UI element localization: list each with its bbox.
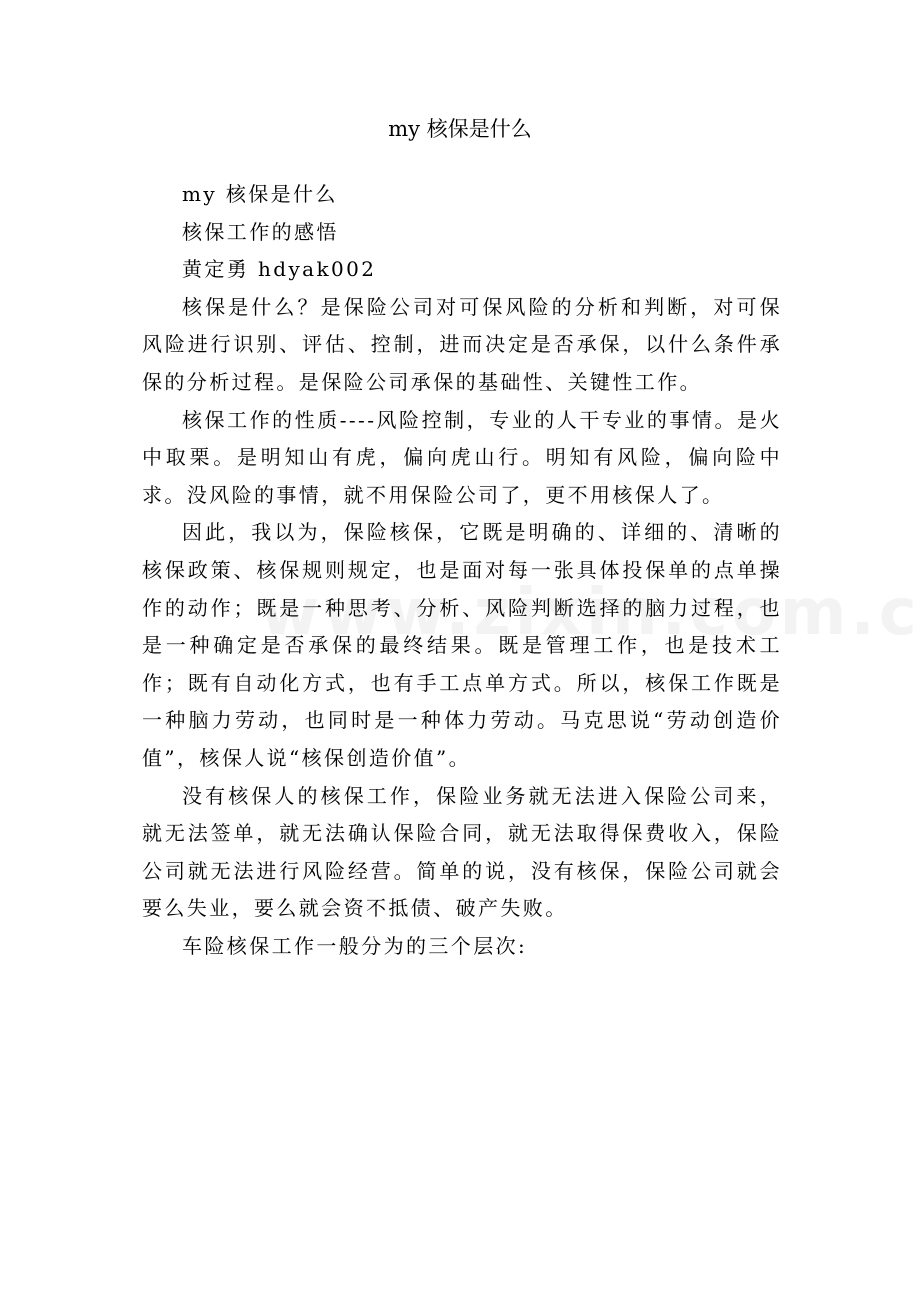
paragraph-therefore: 因此，我以为，保险核保，它既是明确的、详细的、清晰的核保政策、核保规则规定，也是面对每一张具体投保单的点单操作的动作；既是一种思考、分析、风险判断选择的脑力过程，也是一种确定是否承保的最终结果。既是管理工作，也是技术工作；既有自动化方式，也有手工点单方式。所以，核保工作既是一种脑力劳动，也同时是一种体力劳动。马克思说“劳动创造价值”，核保人说“核保创造价值”。 [142, 520, 782, 770]
paragraph-subtitle: my 核保是什么 [182, 182, 338, 206]
document-title: my 核保是什么 [388, 117, 532, 141]
paragraph-what-is-underwriting: 核保是什么？是保险公司对可保风险的分析和判断，对可保风险进行识别、评估、控制，进而决定是否承保，以什么条件承保的分析过程。是保险公司承保的基础性、关键性工作。 [142, 294, 782, 394]
paragraph-without-underwriting: 没有核保人的核保工作，保险业务就无法进入保险公司来，就无法签单，就无法确认保险合同，就无法取得保费收入，保险公司就无法进行风险经营。简单的说，没有核保，保险公司就会要么失业，要么就会资不抵债、破产失败。 [142, 783, 782, 921]
paragraph-heading: 核保工作的感悟 [182, 219, 339, 244]
paragraph-nature: 核保工作的性质----风险控制，专业的人干专业的事情。是火中取栗。是明知山有虎，偏向虎山行。明知有风险，偏向险中求。没风险的事情，就不用保险公司了，更不用核保人了。 [142, 407, 782, 507]
paragraph-author: 黄定勇 hdyak002 [182, 257, 377, 282]
document-body [142, 176, 782, 965]
paragraph-three-levels: 车险核保工作一般分为的三个层次: [182, 933, 528, 958]
